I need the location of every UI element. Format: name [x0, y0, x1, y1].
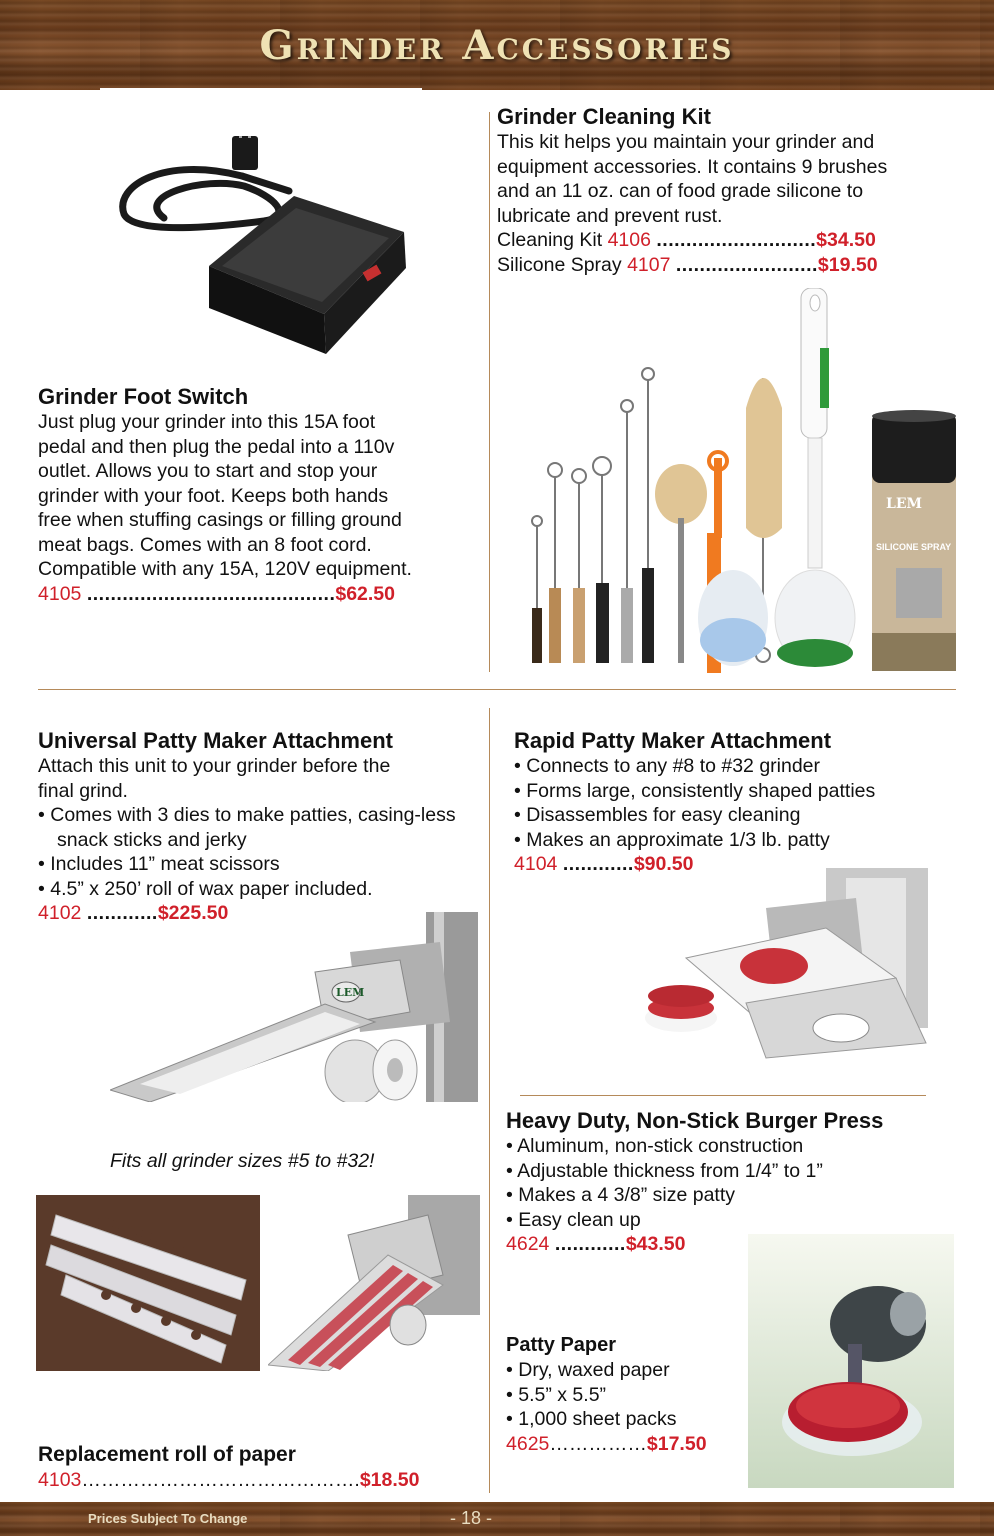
- cleaning-kit-section: [497, 104, 967, 277]
- burger-press-bullet-1: • Aluminum, non-stick construction: [506, 1135, 804, 1157]
- foot-switch-desc-5: free when stuffing casings or filling ground: [38, 509, 402, 531]
- can-brand: LEM: [886, 496, 923, 512]
- rapid-patty-bullet-1: • Connects to any #8 to #32 grinder: [514, 755, 821, 777]
- cleaning-kit-desc-3: and an 11 oz. can of food grade silicone to: [497, 180, 864, 202]
- can-label: SILICONE SPRAY: [876, 542, 952, 552]
- cleaning-kit-title: Grinder Cleaning Kit: [497, 104, 711, 129]
- foot-switch-desc-2: pedal and then plug the pedal into a 110v: [38, 435, 395, 458]
- divider-burger: [520, 1095, 926, 1096]
- divider-vertical-top: [489, 112, 490, 672]
- rapid-patty-section: [514, 728, 964, 877]
- rapid-patty-title: Rapid Patty Maker Attachment: [514, 728, 832, 753]
- item-price: $62.50: [335, 582, 396, 605]
- item-code: 4107: [627, 253, 671, 276]
- burger-press-image: [748, 1234, 954, 1488]
- foot-switch-desc-1: Just plug your grinder into this 15A foot: [38, 411, 376, 433]
- cleaning-kit-price-line: [497, 228, 967, 253]
- universal-patty-bullet-1: • Comes with 3 dies to make patties, casing-less snack sticks and jerky: [38, 804, 456, 851]
- burger-press-bullet-2: • Adjustable thickness from 1/4” to 1”: [506, 1159, 823, 1182]
- universal-patty-title: Universal Patty Maker Attachment: [38, 728, 393, 753]
- foot-switch-desc-4: grinder with your foot. Keeps both hands: [38, 484, 389, 507]
- patty-paper-price-line: [506, 1432, 746, 1457]
- header-banner: [0, 0, 994, 90]
- universal-patty-intro-2: final grind.: [38, 779, 128, 802]
- foot-switch-title: Grinder Foot Switch: [38, 384, 249, 409]
- cleaning-kit-desc-1: This kit helps you maintain your grinder and: [497, 131, 875, 153]
- item-code: 4104: [514, 853, 558, 875]
- item-code: 4106: [607, 229, 651, 251]
- universal-patty-section: [38, 728, 488, 926]
- leader-dots: ............: [562, 853, 634, 875]
- fits-caption: Fits all grinder sizes #5 to #32!: [110, 1150, 375, 1172]
- rapid-patty-bullet-4: • Makes an approximate 1/3 lb. patty: [514, 828, 830, 851]
- foot-switch-section: [38, 384, 488, 606]
- patty-paper-bullet-2: • 5.5” x 5.5”: [506, 1383, 607, 1406]
- cleaning-kit-desc-2: equipment accessories. It contains 9 brushes: [497, 155, 888, 178]
- foot-switch-image: [104, 136, 414, 364]
- patty-paper-section: [506, 1332, 746, 1456]
- universal-patty-bullet-3: • 4.5” x 250’ roll of wax paper included.: [38, 877, 373, 900]
- rapid-patty-bullet-2: • Forms large, consistently shaped patties: [514, 779, 876, 802]
- item-label: Cleaning Kit: [497, 229, 603, 251]
- page-title: Grinder Accessories: [259, 22, 735, 69]
- universal-patty-bullet-2: • Includes 11” meat scissors: [38, 853, 280, 875]
- foot-switch-desc-6: meat bags. Comes with an 8 foot cord.: [38, 533, 372, 556]
- replacement-roll-title: Replacement roll of paper: [38, 1443, 296, 1466]
- replacement-roll-price-line: [38, 1468, 488, 1493]
- burger-press-bullet-4: • Easy clean up: [506, 1208, 641, 1231]
- item-price: $18.50: [359, 1469, 420, 1491]
- rapid-patty-image: [626, 868, 928, 1060]
- item-label: Silicone Spray: [497, 253, 622, 276]
- leader-dots: ...........................: [656, 229, 817, 251]
- replacement-roll-section: [38, 1442, 488, 1493]
- item-code: 4624: [506, 1233, 550, 1255]
- header-notch: [100, 88, 422, 91]
- item-price: $34.50: [816, 229, 876, 251]
- item-code: 4105: [38, 582, 82, 605]
- footer-note: Prices Subject To Change: [88, 1511, 248, 1526]
- silicone-spray-price-line: [497, 253, 967, 278]
- leader-dots: ..........................................: [86, 582, 336, 605]
- item-price: $17.50: [646, 1432, 707, 1455]
- item-price: $225.50: [157, 902, 229, 924]
- jerky-strips-image: [268, 1195, 480, 1371]
- leader-dots: …………………………………….: [81, 1469, 360, 1491]
- leader-dots: ............: [554, 1233, 626, 1255]
- leader-dots: ........................: [675, 253, 818, 276]
- foot-switch-desc-3: outlet. Allows you to start and stop your: [38, 460, 378, 482]
- patty-paper-bullet-1: • Dry, waxed paper: [506, 1359, 670, 1381]
- item-price: $90.50: [633, 853, 694, 875]
- foot-switch-desc-7: Compatible with any 15A, 120V equipment.: [38, 558, 412, 580]
- patty-paper-bullet-3: • 1,000 sheet packs: [506, 1408, 677, 1430]
- foot-switch-price-line: [38, 582, 488, 607]
- burger-press-bullet-3: • Makes a 4 3/8” size patty: [506, 1184, 736, 1206]
- item-price: $43.50: [625, 1233, 686, 1255]
- item-code: 4625: [506, 1432, 550, 1455]
- cleaning-kit-desc-4: lubricate and prevent rust.: [497, 204, 723, 227]
- dies-image: [36, 1195, 260, 1371]
- item-code: 4103: [38, 1469, 82, 1491]
- leader-dots: ……………: [549, 1432, 647, 1455]
- item-price: $19.50: [817, 253, 878, 276]
- patty-maker-logo: LEM: [336, 986, 365, 999]
- item-code: 4102: [38, 902, 82, 924]
- leader-dots: ............: [86, 902, 158, 924]
- rapid-patty-bullet-3: • Disassembles for easy cleaning: [514, 804, 801, 826]
- divider-horizontal: [38, 689, 956, 690]
- cleaning-kit-image: [524, 288, 964, 676]
- universal-patty-intro-1: Attach this unit to your grinder before the: [38, 755, 391, 777]
- footer-banner: [0, 1502, 994, 1536]
- page-number: - 18 -: [450, 1508, 493, 1528]
- universal-patty-image: [110, 912, 480, 1102]
- patty-paper-title: Patty Paper: [506, 1334, 617, 1356]
- burger-press-title: Heavy Duty, Non-Stick Burger Press: [506, 1108, 884, 1133]
